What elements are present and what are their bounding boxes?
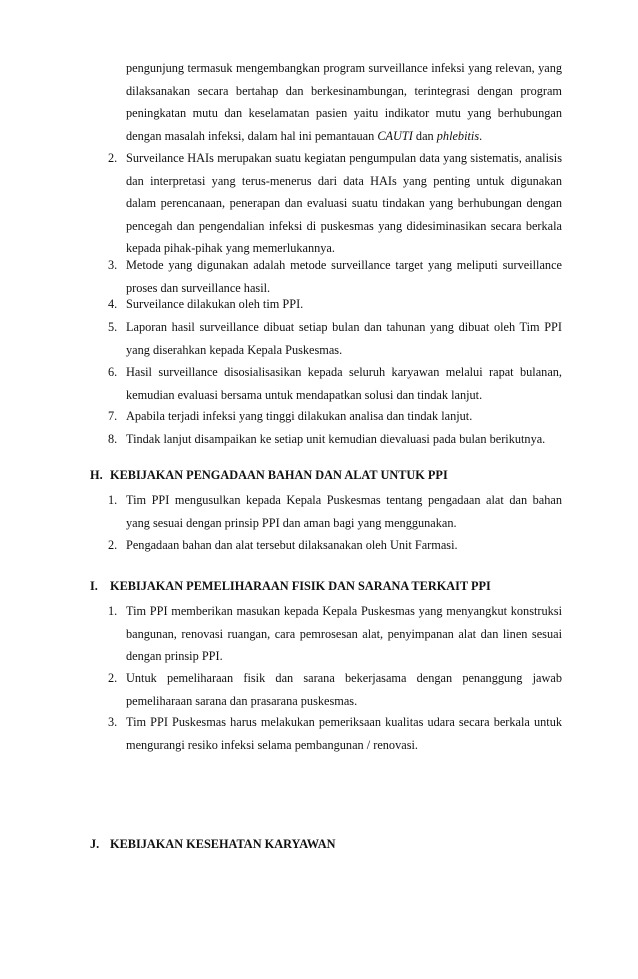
list-number: 3. xyxy=(108,258,118,272)
continued-paragraph xyxy=(126,57,562,147)
italic-term-cauti: CAUTI xyxy=(377,128,413,143)
list-item xyxy=(108,534,562,557)
list-item xyxy=(108,361,562,406)
list-number: 2. xyxy=(108,538,118,552)
list-number: 4. xyxy=(108,297,118,311)
list-item xyxy=(108,293,562,316)
list-text: Hasil surveillance disosialisasikan kepada seluruh karyawan melalui rapat bulanan, kemudian evaluasi bersama untuk mendapatkan solusi dan tindak lanjut. xyxy=(126,365,562,402)
list-number: 8. xyxy=(108,432,118,446)
list-text: Tim PPI mengusulkan kepada Kepala Puskesmas tentang pengadaan alat dan bahan yang sesuai dengan prinsip PPI dan aman bagi yang menggunakan. xyxy=(126,493,562,530)
section-heading-i xyxy=(90,575,562,598)
paragraph-text: . xyxy=(479,128,483,143)
list-item xyxy=(108,147,562,260)
list-item xyxy=(108,428,562,451)
list-number: 7. xyxy=(108,409,118,423)
list-text: Tindak lanjut disampaikan ke setiap unit kemudian dievaluasi pada bulan berikutnya. xyxy=(126,432,546,446)
list-item xyxy=(108,489,562,534)
list-number: 5. xyxy=(108,320,118,334)
section-title: KEBIJAKAN PEMELIHARAAN FISIK DAN SARANA TERKAIT PPI xyxy=(110,579,491,593)
list-number: 1. xyxy=(108,604,118,618)
section-heading-j xyxy=(90,833,562,856)
section-title: KEBIJAKAN KESEHATAN KARYAWAN xyxy=(110,837,336,851)
list-text: Surveilance HAIs merupakan suatu kegiatan pengumpulan data yang sistematis, analisis dan interpretasi yang terus-menerus dari data HAIs yang penting untuk digunakan dalam perencanaan, penerapan dan evaluasi suatu tindakan yang berhubungan dengan pencegah dan pengendalian infeksi di puskesmas yang didesiminasikan secara berkala kepada pihak-pihak yang memerlukannya. xyxy=(126,151,562,256)
list-number: 6. xyxy=(108,365,118,379)
list-text: Metode yang digunakan adalah metode surveillance target yang meliputi surveillance proses dan surveillance hasil. xyxy=(126,258,562,295)
section-letter: H. xyxy=(90,468,103,482)
paragraph-text: pengunjung termasuk mengembangkan program surveillance infeksi yang relevan, yang dilaksanakan secara bertahap dan berkesinambungan, terintegrasi dengan program peningkatan mutu dan keselamatan pasien yaitu indikator mutu yang berhubungan dengan masalah infeksi, dalam hal ini pemantauan xyxy=(126,61,562,143)
list-text: Surveilance dilakukan oleh tim PPI. xyxy=(126,297,304,311)
section-letter: J. xyxy=(90,837,100,851)
section-heading-h xyxy=(90,464,562,487)
list-number: 3. xyxy=(108,715,118,729)
list-item xyxy=(108,711,562,756)
list-text: Tim PPI Puskesmas harus melakukan pemeriksaan kualitas udara secara berkala untuk mengurangi resiko infeksi selama pembangunan / renovasi. xyxy=(126,715,562,752)
list-text: Laporan hasil surveillance dibuat setiap bulan dan tahunan yang dibuat oleh Tim PPI yang diserahkan kepada Kepala Puskesmas. xyxy=(126,320,562,357)
italic-term-phlebitis: phlebitis xyxy=(436,128,480,143)
section-letter: I. xyxy=(90,579,98,593)
list-text: Tim PPI memberikan masukan kepada Kepala Puskesmas yang menyangkut konstruksi bangunan, renovasi ruangan, cara pemrosesan alat, penyimpanan alat dan linen sesuai dengan prinsip PPI. xyxy=(126,604,562,664)
list-number: 1. xyxy=(108,493,118,507)
list-number: 2. xyxy=(108,151,118,165)
list-number: 2. xyxy=(108,671,118,685)
list-text: Untuk pemeliharaan fisik dan sarana bekerjasama dengan penanggung jawab pemeliharaan sarana dan prasarana puskesmas. xyxy=(126,671,562,708)
list-item xyxy=(108,405,562,428)
list-text: Pengadaan bahan dan alat tersebut dilaksanakan oleh Unit Farmasi. xyxy=(126,538,458,552)
section-title: KEBIJAKAN PENGADAAN BAHAN DAN ALAT UNTUK PPI xyxy=(110,468,448,482)
list-item xyxy=(108,667,562,712)
paragraph-text: dan xyxy=(412,128,437,143)
list-item xyxy=(108,316,562,361)
list-item xyxy=(108,600,562,668)
list-text: Apabila terjadi infeksi yang tinggi dilakukan analisa dan tindak lanjut. xyxy=(126,409,473,423)
